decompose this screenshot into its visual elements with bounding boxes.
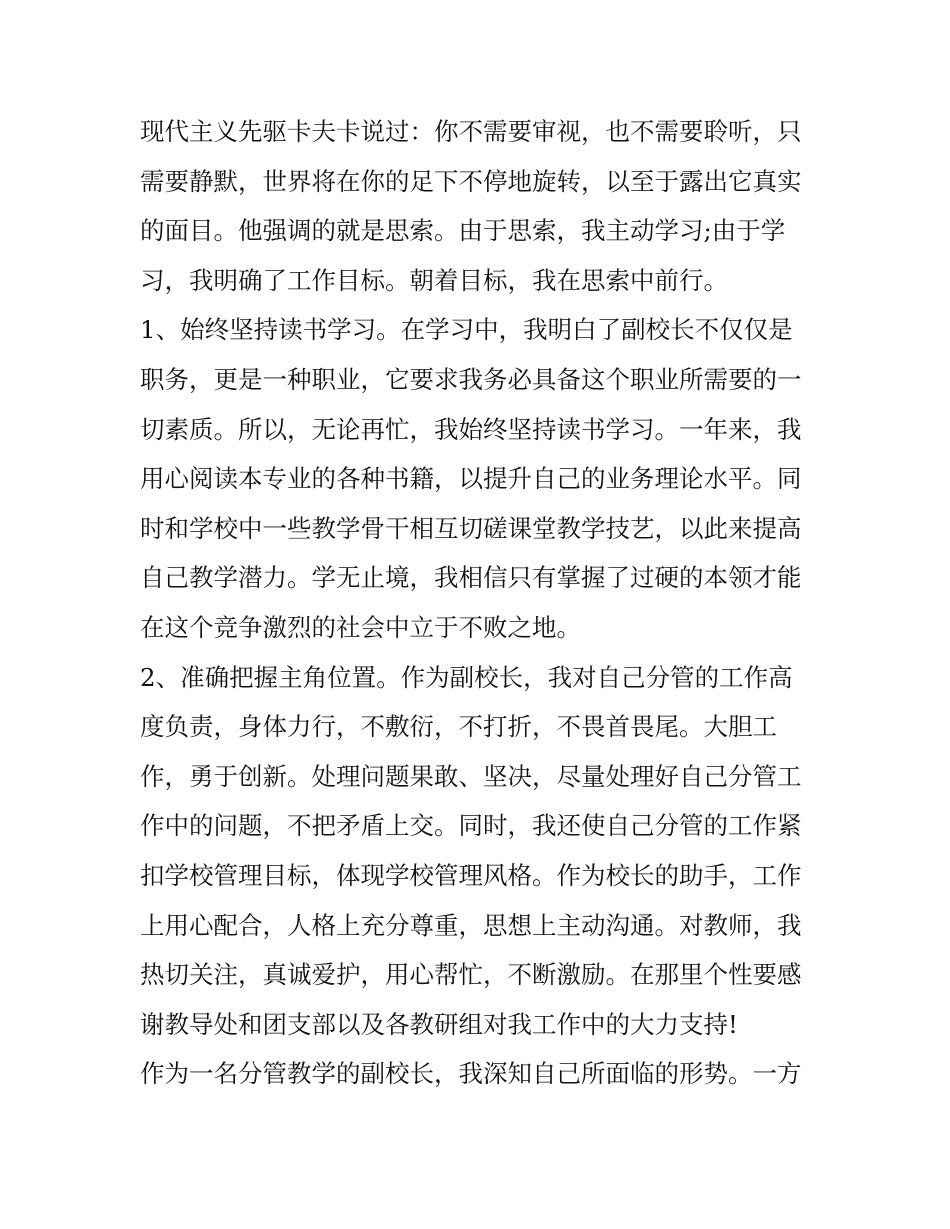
text-line: 作，勇于创新。处理问题果敢、坚决，尽量处理好自己分管工 xyxy=(140,761,802,791)
text-line: 作为一名分管教学的副校长，我深知自己所面临的形势。一方 xyxy=(140,1059,802,1089)
text-line: 扣学校管理目标，体现学校管理风格。作为校长的助手，工作 xyxy=(140,860,802,890)
text-line: 时和学校中一些教学骨干相互切磋课堂教学技艺，以此来提高 xyxy=(140,513,802,543)
text-line: 职务，更是一种职业，它要求我务必具备这个职业所需要的一 xyxy=(140,364,802,394)
text-line: 1、始终坚持读书学习。在学习中，我明白了副校长不仅仅是 xyxy=(140,315,793,345)
text-line: 自己教学潜力。学无止境，我相信只有掌握了过硬的本领才能 xyxy=(140,563,802,593)
text-line: 2、准确把握主角位置。作为副校长，我对自己分管的工作高 xyxy=(140,662,793,692)
document-body xyxy=(140,107,840,1099)
text-line: 现代主义先驱卡夫卡说过：你不需要审视，也不需要聆听，只 xyxy=(140,117,802,146)
text-line: 热切关注，真诚爱护，用心帮忙，不断激励。在那里个性要感 xyxy=(140,960,802,990)
text-line: 的面目。他强调的就是思索。由于思索，我主动学习;由于学 xyxy=(140,216,786,246)
text-line: 作中的问题，不把矛盾上交。同时，我还使自己分管的工作紧 xyxy=(140,811,802,841)
text-line: 谢教导处和团支部以及各教研组对我工作中的大力支持! xyxy=(140,1009,738,1039)
text-line: 在这个竞争激烈的社会中立于不败之地。 xyxy=(140,612,581,642)
text-line: 需要静默，世界将在你的足下不停地旋转，以至于露出它真实 xyxy=(140,166,802,196)
text-line: 度负责，身体力行，不敷衍，不打折，不畏首畏尾。大胆工 xyxy=(140,712,777,742)
text-line: 习，我明确了工作目标。朝着目标，我在思索中前行。 xyxy=(140,265,728,295)
text-line: 用心阅读本专业的各种书籍，以提升自己的业务理论水平。同 xyxy=(140,464,802,494)
text-line: 切素质。所以，无论再忙，我始终坚持读书学习。一年来，我 xyxy=(140,414,802,444)
text-line: 上用心配合，人格上充分尊重，思想上主动沟通。对教师，我 xyxy=(140,910,802,940)
